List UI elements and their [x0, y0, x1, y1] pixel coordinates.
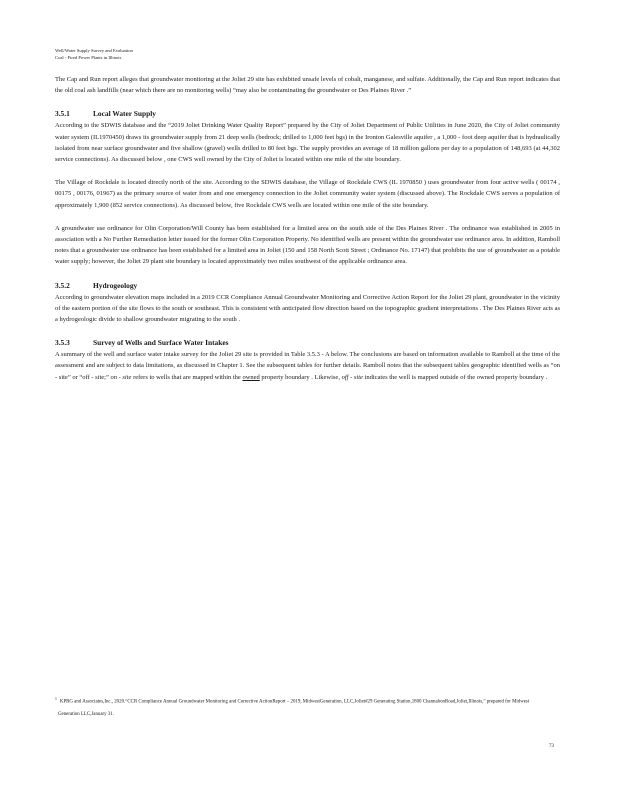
main-content: [55, 74, 560, 395]
section-number: 3.5.2: [55, 280, 70, 290]
section-number: 3.5.1: [55, 109, 70, 119]
body-paragraph: According to the SDWIS database and the “2019 Joliet Drinking Water Quality Report” prepared by the City of Joliet Department of Public Utilities in June 2020, the City of Joliet community water system (IL1970450) draws its groundwater supply from 21 deep wells (bedrock; drilled to 1,000 feet bgs) in the Ironton Galesville aquifer , a 1,000 - foot deep aquifer that is hydraulically isolated from near surface groundwater and five shallow (gravel) wells drilled to 80 feet bgs. The supply provides an average of 18 million gallons per day to a population of 148,693 (at 44,302 service connections). As discussed below , one CWS well owned by the City of Joliet is located within one mile of the site boundary.: [55, 122, 560, 164]
section-title: Local Water Supply: [93, 109, 156, 119]
running-header: [55, 48, 285, 61]
section-number: 3.5.3: [55, 338, 70, 348]
section-title: Hydrogeology: [93, 280, 138, 290]
text-run: indicates the well is mapped outside of the owned property boundary .: [362, 373, 548, 381]
header-line-1: Well/Water Supply Survey and Evaluation: [55, 48, 133, 53]
text-run: refers to wells that are mapped within the: [131, 373, 243, 381]
footnote: [55, 693, 555, 721]
section-heading-survey: [55, 337, 560, 348]
section-title: Survey of Wells and Surface Water Intakes: [93, 338, 229, 348]
header-line-2: Coal - Fired Power Plants in Illinois: [55, 54, 122, 60]
section-heading-hydrogeology: [55, 280, 560, 291]
text-run: A summary of the well and surface water intake survey for the Joliet 29 site is provided in Table 3.5.3 - A below. The conclusions are based on information available to Ramboll at the time of the assessment and are subject to data limitations, as discussed in Chapter 1. See the subsequent tables for further details. Ramboll notes that the subsequent tables geographic identified wells as “on - site” or “off - site;”: [55, 351, 560, 381]
footnote-text: KPRG and Associates,Inc., 2020.“CCR Compliance Annual Groundwater Monitoring and Corrective ActionReport – 2019, MidwestGeneration, LLC,Joliet#29 Generating Station,1800 ChannahonRoad,Joliet,Illinois,” prepared for Midwest: [59, 699, 530, 705]
footnote-line-1: [55, 693, 555, 709]
body-paragraph: A groundwater use ordinance for Olin Corporation/Will County has been established for a limited area on the south side of the Des Plaines River . The ordinance was established in 2005 in association with a No Further Remediation letter issued for the former Olin Corporation Property. No identified wells are present within the groundwater use ordinance area. In addition, Ramboll notes that a groundwater use ordinance has been established for a limited area in Joliet (150 and 158 North Scott Street ; Ordinance No. 17147) that prohibits the use of groundwater as a potable water supply; however, the Joliet 29 plant site boundary is located approximately two miles southwest of the applicable ordinance area.: [55, 224, 560, 266]
section-heading-local-water-supply: [55, 108, 560, 119]
footnote-mark: 1: [55, 697, 57, 701]
italic-term: on - site: [110, 373, 132, 381]
footnote-line-2: Generation LLC,January 31.: [58, 711, 114, 717]
body-paragraph: According to groundwater elevation maps included in a 2019 CCR Compliance Annual Groundwater Monitoring and Corrective Action Report for the Joliet 29 plant, groundwater in the vicinity of the eastern portion of the site flows to the south or southeast. This is consistent with anticipated flow direction based on the topographic gradient interpretations . The Des Plaines River acts as a hydrogeologic divide to shallow groundwater migrating to the south .: [55, 293, 560, 324]
body-paragraph: The Village of Rockdale is located directly north of the site. According to the SDWIS database, the Village of Rockdale CWS (IL 1970850 ) uses groundwater from four active wells ( 00174 , 00175 , 00176, 01967) as the primary source of water from and one emergency connection to the Joliet community water system (discussed above). The Rockdale CWS serves a population of approximately 1,900 (852 service connections). As discussed below, five Rockdale CWS wells are located within one mile of the site boundary.: [55, 179, 560, 209]
intro-paragraph: The Cap and Run report alleges that groundwater monitoring at the Joliet 29 site has exhibited unsafe levels of cobalt, manganese, and sulfate. Additionally, the Cap and Run report indicates that the old coal ash landfills (near which there are no monitoring wells) “may also be contaminating the groundwater or Des Plaines River .”: [55, 76, 560, 95]
underlined-term: owned: [242, 373, 260, 381]
italic-term: off - site: [341, 373, 363, 381]
page-number: 73: [549, 744, 554, 749]
body-paragraph: [55, 349, 560, 383]
text-run: property boundary . Likewise,: [259, 373, 342, 381]
